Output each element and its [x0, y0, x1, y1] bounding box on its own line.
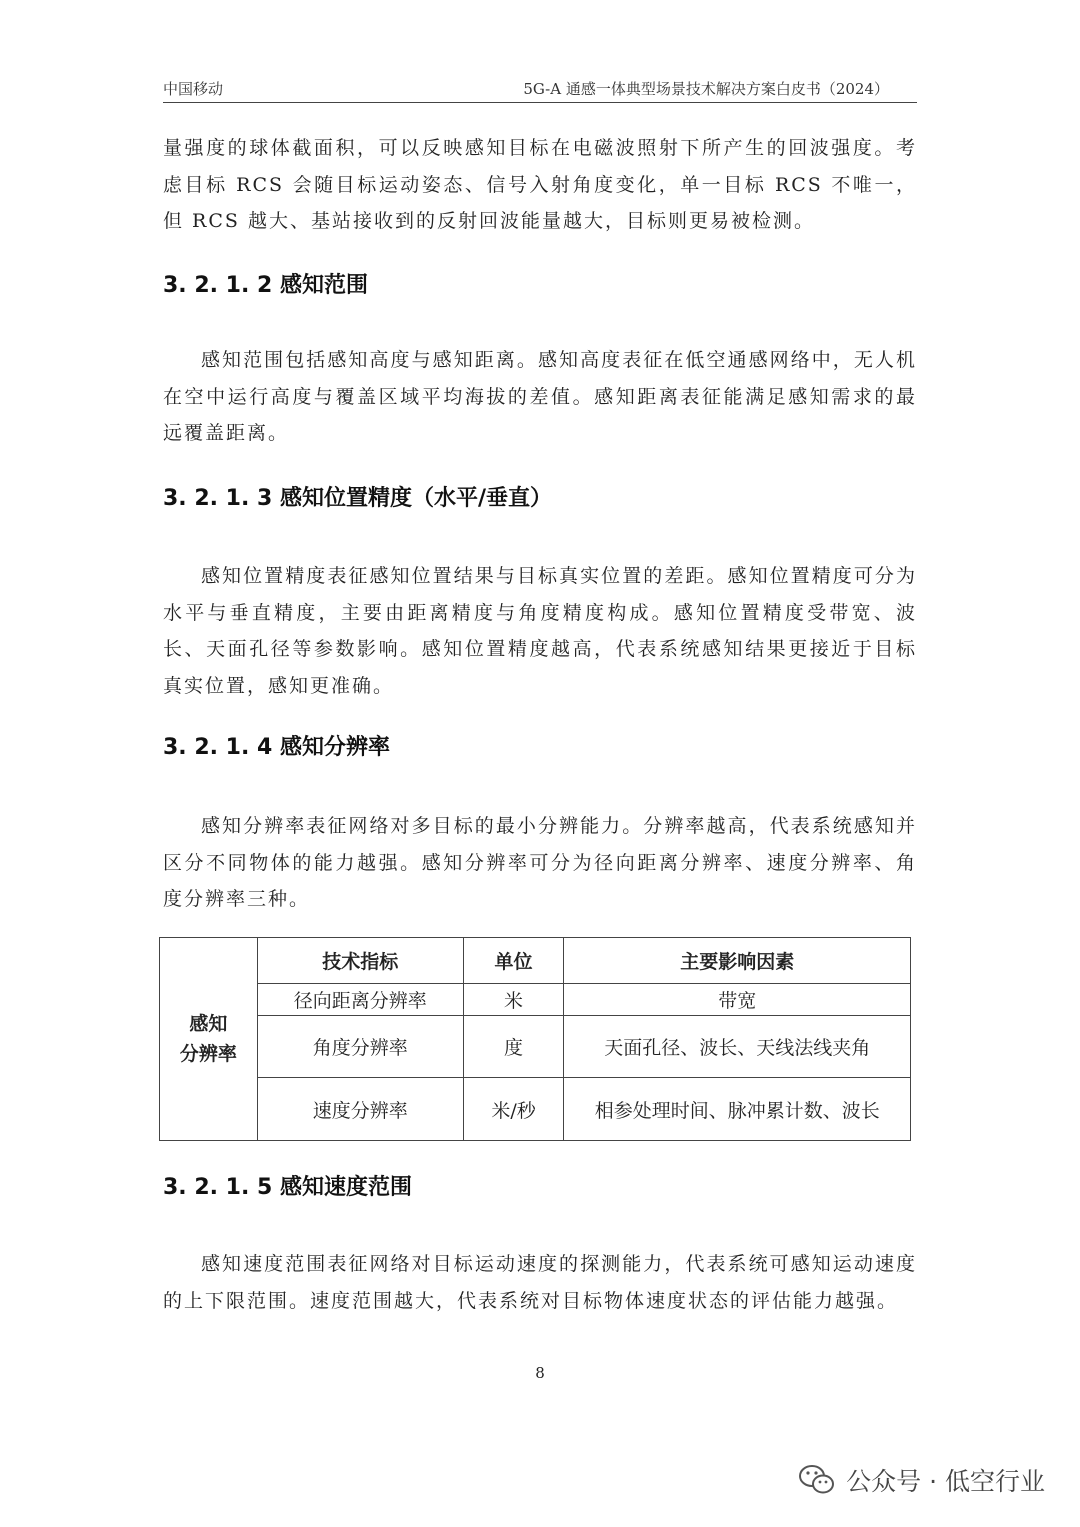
table-header-cell: 技术指标 — [257, 938, 463, 984]
table-cell: 相参处理时间、脉冲累计数、波长 — [564, 1078, 911, 1141]
section-body: 感知位置精度表征感知位置结果与目标真实位置的差距。感知位置精度可分为水平与垂直精度，主要由距离精度与角度精度构成。感知位置精度受带宽、波长、天面孔径等参数影响。感知位置精度越高，代表系统感知结果更接近于目标真实位置，感知更准确。 — [163, 565, 917, 697]
page-header — [163, 78, 917, 103]
watermark — [798, 1462, 1045, 1498]
table-row — [160, 1016, 911, 1078]
watermark-text: 公众号 · 低空行业 — [846, 1467, 1045, 1496]
section-heading: 3. 2. 1. 2 感知范围 — [163, 273, 368, 298]
table-header-cell: 单位 — [463, 938, 564, 984]
table-cell: 米 — [463, 984, 564, 1016]
resolution-table — [159, 937, 911, 1141]
header-org: 中国移动 — [163, 80, 224, 98]
section-body: 感知速度范围表征网络对目标运动速度的探测能力，代表系统可感知运动速度的上下限范围。速度范围越大，代表系统对目标物体速度状态的评估能力越强。 — [163, 1253, 917, 1312]
table-header-row — [160, 938, 911, 984]
table-cell: 带宽 — [564, 984, 911, 1016]
page-number: 8 — [535, 1364, 545, 1382]
section-heading: 3. 2. 1. 3 感知位置精度（水平/垂直） — [163, 486, 552, 511]
table-row — [160, 1078, 911, 1141]
table-cell: 角度分辨率 — [257, 1016, 463, 1078]
wechat-icon — [798, 1463, 836, 1497]
table-cell: 度 — [463, 1016, 564, 1078]
table-header-cell: 主要影响因素 — [564, 938, 911, 984]
section-heading: 3. 2. 1. 4 感知分辨率 — [163, 735, 390, 760]
table-cell: 径向距离分辨率 — [257, 984, 463, 1016]
group-label-line-2: 分辨率 — [179, 1043, 237, 1065]
table-cell: 速度分辨率 — [257, 1078, 463, 1141]
table-cell: 天面孔径、波长、天线法线夹角 — [564, 1016, 911, 1078]
group-label-line-1: 感知 — [189, 1013, 228, 1035]
table-cell: 米/秒 — [463, 1078, 564, 1141]
section-body: 感知范围包括感知高度与感知距离。感知高度表征在低空通感网络中，无人机在空中运行高度与覆盖区域平均海拔的差值。感知距离表征能满足感知需求的最远覆盖距离。 — [163, 349, 917, 445]
section-body: 感知分辨率表征网络对多目标的最小分辨能力。分辨率越高，代表系统感知并区分不同物体的能力越强。感知分辨率可分为径向距离分辨率、速度分辨率、角度分辨率三种。 — [163, 815, 917, 911]
header-doc-title: 5G-A 通感一体典型场景技术解决方案白皮书（2024） — [523, 80, 889, 98]
table-group-label — [160, 938, 258, 1141]
section-heading: 3. 2. 1. 5 感知速度范围 — [163, 1175, 412, 1200]
table-row — [160, 984, 911, 1016]
intro-paragraph: 量强度的球体截面积，可以反映感知目标在电磁波照射下所产生的回波强度。考虑目标 RCS 会随目标运动姿态、信号入射角度变化，单一目标 RCS 不唯一，但 RCS 越大、基站接收到的反射回波能量越大，目标则更易被检测。 — [163, 137, 917, 233]
